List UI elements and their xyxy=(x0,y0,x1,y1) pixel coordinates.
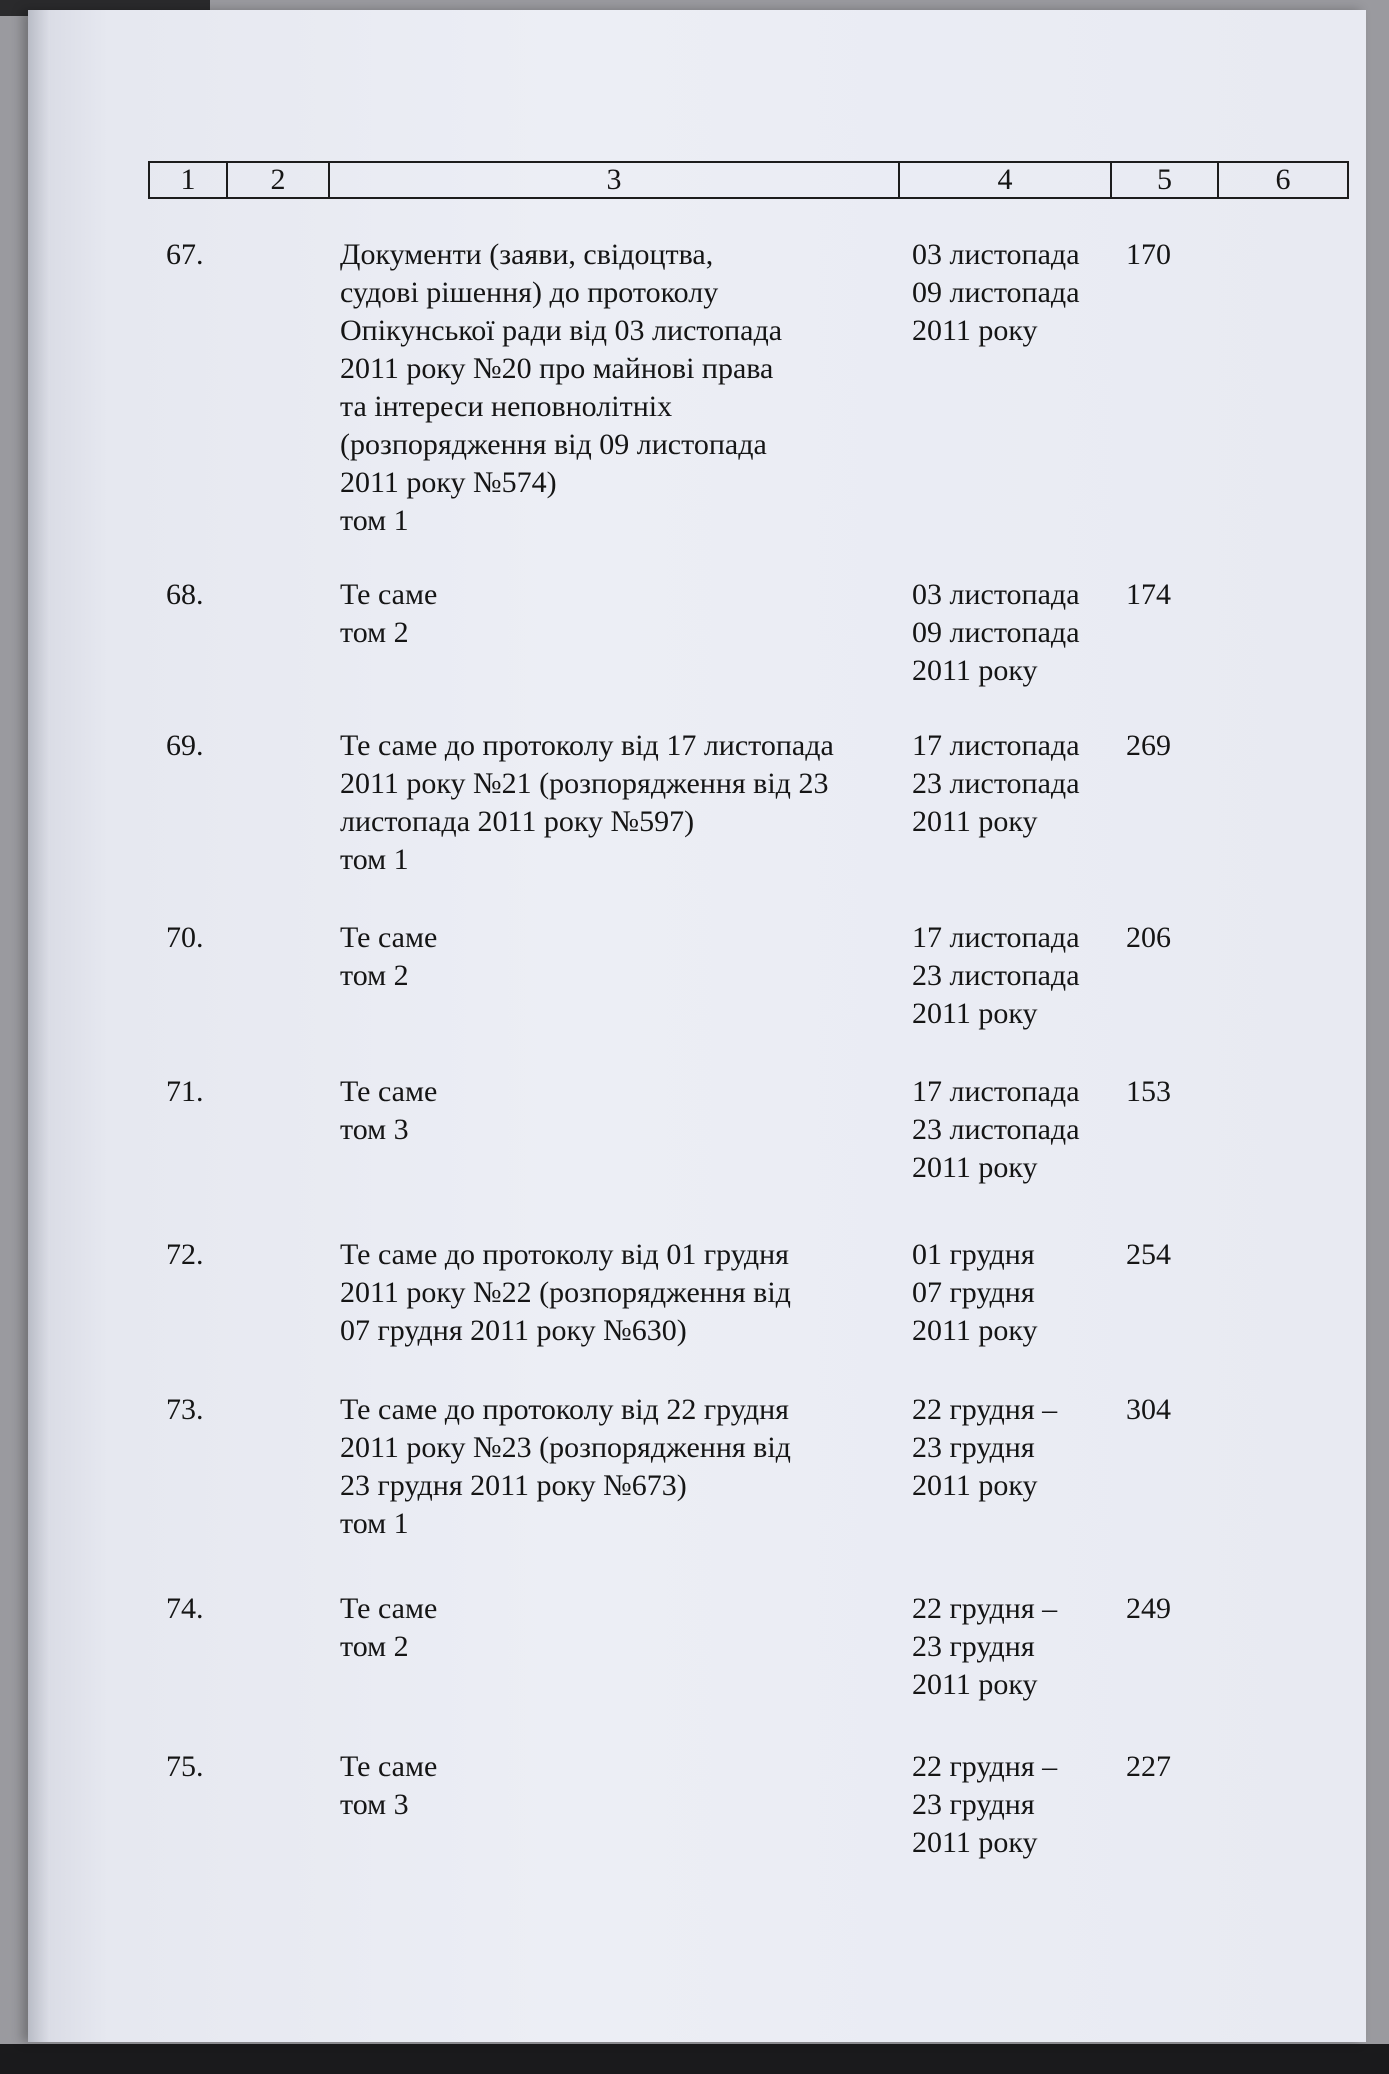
row-title: Те саме том 3 xyxy=(340,1075,438,1146)
page-edge-shadow xyxy=(28,10,50,2042)
row-page-count: 153 xyxy=(1126,1075,1171,1108)
row-number: 70. xyxy=(166,921,204,954)
row-title: Те саме том 2 xyxy=(340,1592,438,1663)
row-dates: 17 листопада 23 листопада 2011 року xyxy=(912,1075,1080,1184)
column-numbering-row xyxy=(149,162,1348,198)
row-dates: 03 листопада 09 листопада 2011 року xyxy=(912,578,1080,687)
row-page-count: 206 xyxy=(1126,921,1171,954)
scanner-background-bottom xyxy=(0,2044,1389,2074)
row-dates: 17 листопада 23 листопада 2011 року xyxy=(912,729,1080,838)
row-title: Те саме до протоколу від 22 грудня 2011 року №23 (розпорядження від 23 грудня 2011 року №673) том 1 xyxy=(340,1393,791,1540)
row-title: Те саме до протоколу від 17 листопада 2011 року №21 (розпорядження від 23 листопада 2011 року №597) том 1 xyxy=(340,729,834,876)
row-dates: 22 грудня – 23 грудня 2011 року xyxy=(912,1592,1058,1701)
row-number: 74. xyxy=(166,1592,204,1625)
column-number-5: 5 xyxy=(1111,162,1218,198)
row-number: 71. xyxy=(166,1075,204,1108)
row-page-count: 249 xyxy=(1126,1592,1171,1625)
row-page-count: 227 xyxy=(1126,1750,1171,1783)
row-number: 68. xyxy=(166,578,204,611)
row-dates: 01 грудня 07 грудня 2011 року xyxy=(912,1238,1038,1347)
row-number: 73. xyxy=(166,1393,204,1426)
row-number: 75. xyxy=(166,1750,204,1783)
row-number: 72. xyxy=(166,1238,204,1271)
row-title: Те саме том 3 xyxy=(340,1750,438,1821)
document-page xyxy=(28,10,1366,2042)
row-dates: 03 листопада 09 листопада 2011 року xyxy=(912,238,1080,347)
row-page-count: 170 xyxy=(1126,238,1171,271)
row-dates: 17 листопада 23 листопада 2011 року xyxy=(912,921,1080,1030)
column-number-2: 2 xyxy=(227,162,329,198)
row-title: Те саме том 2 xyxy=(340,921,438,992)
row-page-count: 304 xyxy=(1126,1393,1171,1426)
row-title: Документи (заяви, свідоцтва, судові рішення) до протоколу Опікунської ради від 03 листопада 2011 року №20 про майнові права та інтереси неповнолітніх (розпорядження від 09 листопада 2011 року №574) том 1 xyxy=(340,238,783,537)
row-dates: 22 грудня – 23 грудня 2011 року xyxy=(912,1393,1058,1502)
column-numbering-table xyxy=(148,161,1349,199)
column-number-1: 1 xyxy=(149,162,227,198)
row-title: Те саме том 2 xyxy=(340,578,438,649)
column-number-4: 4 xyxy=(899,162,1111,198)
row-title: Те саме до протоколу від 01 грудня 2011 року №22 (розпорядження від 07 грудня 2011 року №630) xyxy=(340,1238,791,1347)
row-page-count: 269 xyxy=(1126,729,1171,762)
row-number: 69. xyxy=(166,729,204,762)
column-number-3: 3 xyxy=(329,162,899,198)
row-number: 67. xyxy=(166,238,204,271)
column-number-6: 6 xyxy=(1218,162,1348,198)
row-page-count: 254 xyxy=(1126,1238,1171,1271)
row-page-count: 174 xyxy=(1126,578,1171,611)
row-dates: 22 грудня – 23 грудня 2011 року xyxy=(912,1750,1058,1859)
